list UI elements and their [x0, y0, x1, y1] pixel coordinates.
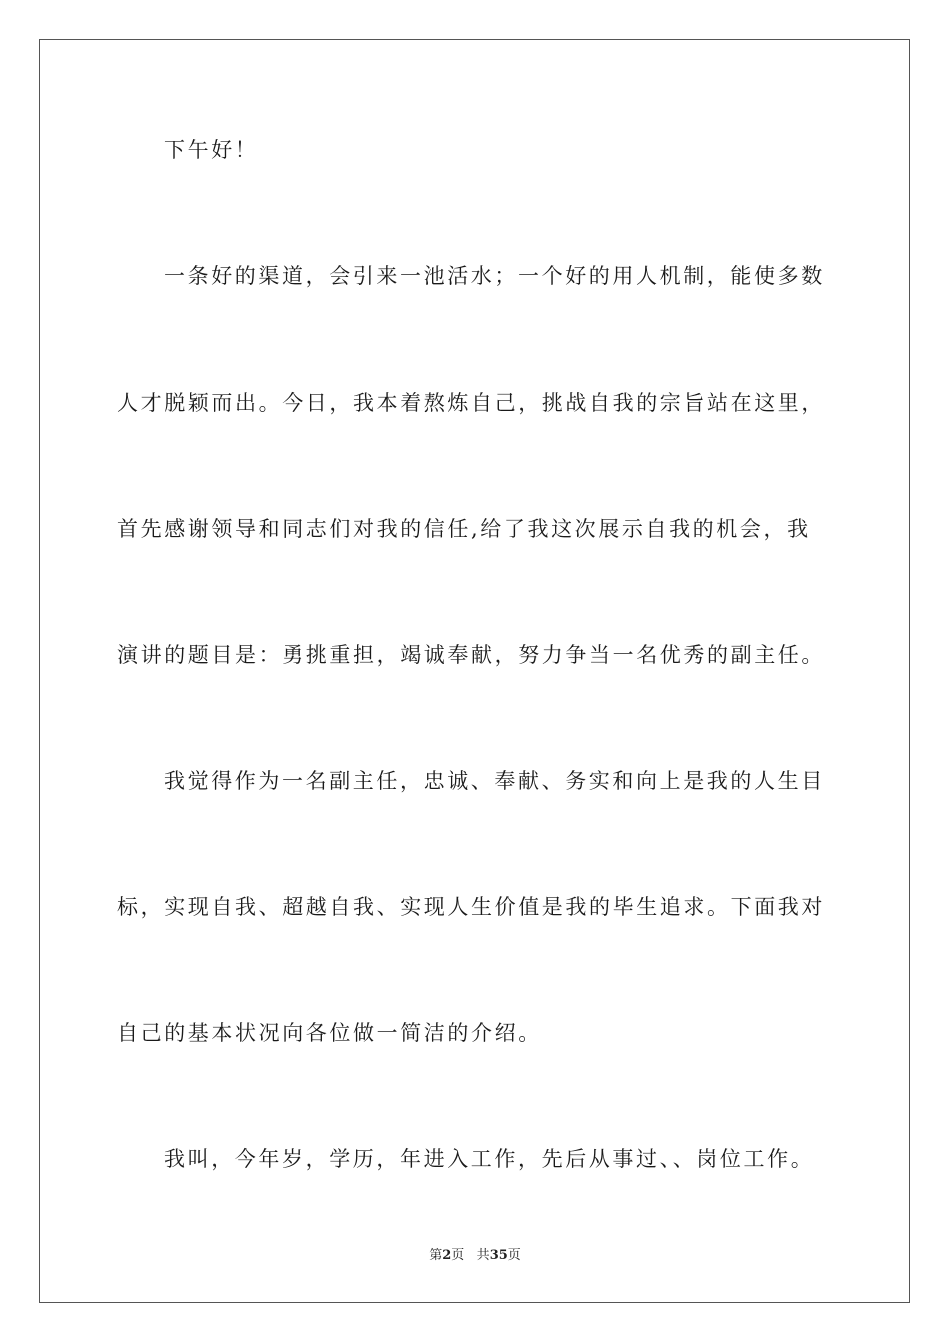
paragraph-1-line-4: 演讲的题目是：勇挑重担，竭诚奉献，努力争当一名优秀的副主任。	[117, 643, 825, 667]
paragraph-2-line-2: 标，实现自我、超越自我、实现人生价值是我的毕生追求。下面我对	[117, 895, 825, 919]
page-frame	[39, 39, 910, 1303]
total-prefix: 共	[476, 1248, 490, 1263]
paragraph-1-line-3: 首先感谢领导和同志们对我的信任,给了我这次展示自我的机会，我	[117, 517, 811, 541]
paragraph-2-line-3: 自己的基本状况向各位做一简洁的介绍。	[117, 1021, 542, 1045]
paragraph-1-line-1: 一条好的渠道，会引来一池活水；一个好的用人机制，能使多数	[164, 264, 825, 288]
greeting-line: 下午好！	[164, 138, 259, 162]
page-prefix: 第	[429, 1248, 443, 1263]
total-pages: 35	[489, 1248, 508, 1263]
page-suffix: 页	[451, 1248, 465, 1263]
total-suffix: 页	[507, 1248, 521, 1263]
paragraph-2-line-1: 我觉得作为一名副主任，忠诚、奉献、务实和向上是我的人生目	[164, 769, 825, 793]
page-footer	[0, 1248, 950, 1264]
paragraph-1-line-2: 人才脱颖而出。今日，我本着熬炼自己，挑战自我的宗旨站在这里，	[117, 391, 825, 415]
paragraph-3-line-1: 我叫，今年岁，学历，年进入工作，先后从事过、、岗位工作。	[164, 1147, 815, 1171]
page-number: 2	[442, 1248, 452, 1263]
